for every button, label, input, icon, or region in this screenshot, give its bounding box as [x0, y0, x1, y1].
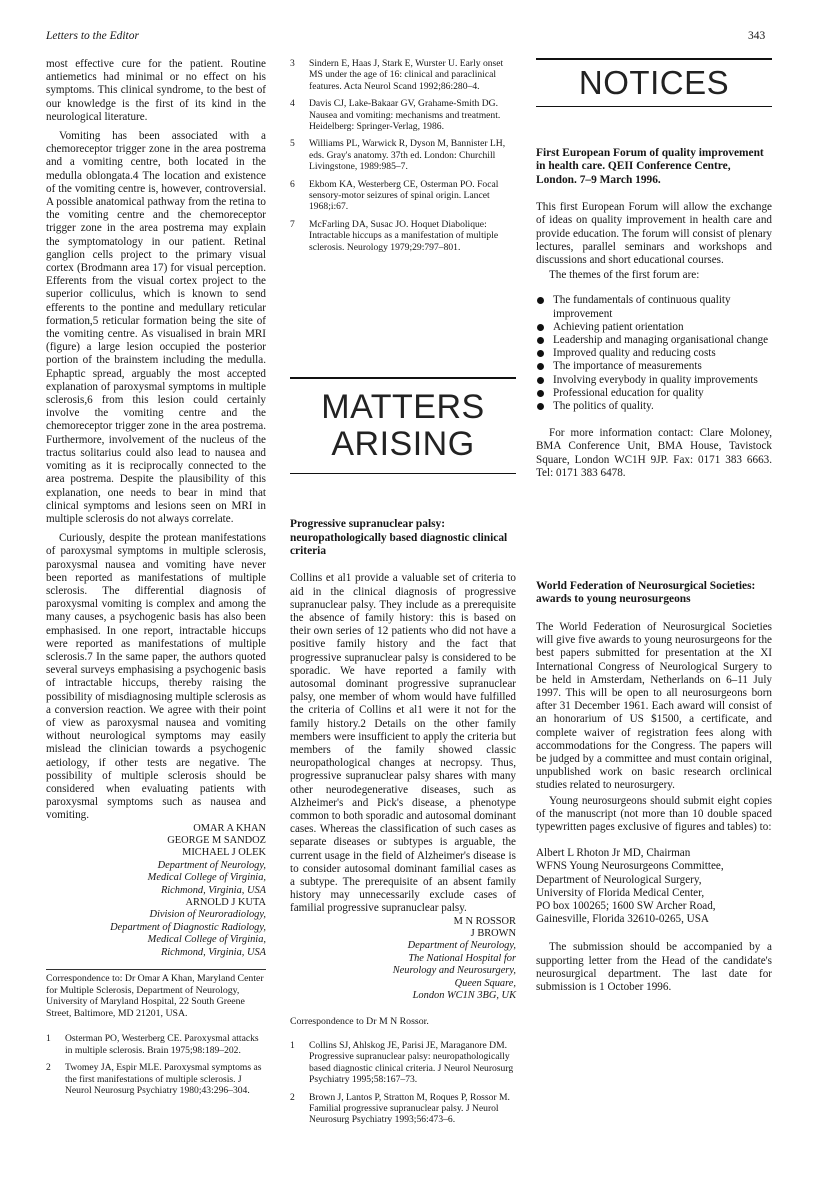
page-number: 343 [748, 30, 766, 42]
reference-number: 1 [290, 1040, 295, 1052]
reference-number: 3 [290, 58, 295, 69]
reference-item [290, 138, 516, 172]
list-item-text: Professional education for quality [553, 386, 704, 399]
reference-text: Osterman PO, Westerberg CE. Paroxysmal attacks in multiple sclerosis. Brain 1975;98:189–202. [65, 1033, 259, 1056]
list-item-text: Involving everybody in quality improvements [553, 373, 758, 386]
section-heading-line: MATTERS [321, 388, 485, 427]
address-line: University of Florida Medical Center, [536, 886, 705, 899]
address-line: Albert L Rhoton Jr MD, Chairman [536, 847, 691, 860]
reference-text: Collins SJ, Ahlskog JE, Parisi JE, Maraganore DM. Progressive supranuclear palsy: neuropathologically based diagnostic clinical criteria. J Neurol Neurosurg Psychiatry 1995;58:167–73. [309, 1040, 514, 1086]
bullet-icon [537, 337, 544, 344]
reference-list [46, 1033, 266, 1096]
author-affiliation: Neurology and Neurosurgery, [392, 965, 516, 977]
author-affiliation: Richmond, Virginia, USA [160, 884, 266, 896]
reference-number: 7 [290, 218, 295, 230]
reference-text: Brown J, Lantos P, Stratton M, Roques P, Rossor M. Familial progressive supranuclear palsy. J Neurol Neurosurg Psychiatry 1993;56:473–6. [309, 1091, 510, 1126]
author-affiliation: Department of Neurology, [407, 940, 516, 952]
reference-item [290, 98, 516, 132]
running-head: Letters to the Editor [46, 30, 139, 42]
paragraph: The submission should be accompanied by a supporting letter from the Head of the candidate's neurosurgical department. The last date for submission is 1 October 1996. [536, 941, 772, 993]
reference-item [46, 1033, 266, 1056]
reference-text: Ekbom KA, Westerberg CE, Osterman PO. Focal sensory-motor seizures of spinal origin. Lancet 1968;i:67. [309, 178, 499, 213]
author-affiliation: Division of Neuroradiology, [149, 909, 266, 921]
paragraph: Vomiting has been associated with a chemoreceptor trigger zone in the area postrema and a vomiting centre, both located in the medulla oblongata.4 The location and existence of the vomiting centre is, however, controversial. A possible anatomical pathway from the retina to the vomiting centre and the chemoreceptor trigger zone in the area postrema may explain the symptomatology in our patient. Retinal ganglion cells project to the primary visual cortex (Brodmann area 17) for visual perception. Efferents from the visual cortex project to the superior colliculus, which is known to send efferents to the pontine and medullary reticular formation,5 reticular formation being the site of the vomiting centre. As visualised in brain MRI (figure) a large lesion occupied the posterior portion of the brainstem including the medulla. Ephaptic spread, arguably the most accepted explanation of paroxysmal symptoms in multiple sclerosis,6 from this lesion could certainly involve the vomiting centre and the chemoreceptor trigger zone in the area postrema. Furthermore, involvement of the nucleus of the tractus solitarius could also lead to nausea and vomiting as it is reciprocally connected to the area postrema. Despite the plausibility of this explanation, one needs to bear in mind that clinical symptoms and lesions seen on MRI in multiple sclerosis do not always correlate. [46, 130, 266, 525]
bullet-icon [537, 403, 544, 410]
author-affiliation: Medical College of Virginia, [147, 872, 266, 884]
author-affiliation: Department of Neurology, [157, 859, 266, 871]
bullet-icon [537, 324, 544, 331]
list-item-text: The politics of quality. [553, 400, 654, 413]
paragraph: The World Federation of Neurosurgical Societies will give five awards to young neurosurgeons for the best papers submitted for presentation at the XI International Congress of Neurological Surgery to be held in Amsterdam, Netherlands on 6–11 July 1997. This will be open to all neurosurgeons born after 31 December 1961. Each award will consist of an honorarium of US $1500, a certificate, and complete waiver of registration fees along with accommodations for the Congress. The papers will be judged by a committee and must contain original, unpublished work on basic research orclinical studies related to neurosurgery. [536, 620, 772, 792]
list-item [536, 321, 772, 334]
paragraph: The themes of the first forum are: [549, 269, 700, 282]
column-2 [290, 58, 516, 1132]
paragraph: This first European Forum will allow the exchange of ideas on quality improvement in health care and provide education. The forum will consist of plenary lectures, parallel seminars and workshops and discussions and short educational courses. [536, 201, 772, 267]
reference-number: 1 [46, 1033, 51, 1045]
reference-text: Davis CJ, Lake-Bakaar GV, Grahame-Smith DG. Nausea and vomiting: mechanisms and treatment. Heidelberg: Springer-Verlag, 1986. [309, 98, 501, 133]
bullet-icon [537, 297, 544, 304]
reference-number: 2 [290, 1091, 295, 1103]
reference-number: 6 [290, 178, 295, 190]
reference-item [290, 219, 516, 253]
author-affiliation: The National Hospital for [408, 952, 516, 964]
contact-info: For more information contact: Clare Moloney, BMA Conference Unit, BMA House, Tavistock Square, London WC1H 9JP. Fax: 0171 383 6663. Tel: 0171 383 6478. [536, 427, 772, 479]
author-signature-block [46, 823, 266, 959]
divider [46, 969, 266, 970]
reference-item [290, 179, 516, 213]
column-3 [536, 58, 772, 994]
list-item [536, 334, 772, 347]
author-affiliation: London WC1N 3BG, UK [412, 990, 516, 1002]
reference-text: Williams PL, Warwick R, Dyson M, Bannister LH, eds. Gray's anatomy. 37th ed. London: Churchill Livingstone, 1989:985–7. [309, 138, 506, 173]
author-affiliation: Medical College of Virginia, [147, 934, 266, 946]
reference-number: 5 [290, 138, 295, 150]
list-item [536, 387, 772, 400]
list-item-text: Leadership and managing organisational change [553, 334, 769, 347]
author-affiliation: Queen Square, [454, 977, 516, 989]
bullet-icon [537, 363, 544, 370]
article-body: Collins et al1 provide a valuable set of criteria to aid in the clinical diagnosis of progressive supranuclear palsy. They include as a prerequisite the absence of family history: this is based on their own series of 12 patients who did not have a positive family history and the fact that progressive supranuclear palsy is considered to be sporadic. We have reported a family with autosomal dominant progressive supranuclear palsy, one member of whom would have fulfilled the criteria of Collins et al1 were it not for the family history.2 Details on the other family members were insufficient to apply the criteria but members of the family showed classic neuropathological changes at necropsy. Thus, progressive supranuclear palsy shares with many other neurodegenerative diseases, such as Alzheimer's and Pick's disease, a phenotype common to both sporadic and autosomal dominant cases. Whereas the classification of such cases as separate diseases or subtypes is arguable, the current usage in the field of Alzheimer's disease is to consider autosomal dominant familial cases as a subtype. The prerequisite of an absent family history may unnecessarily exclude cases of familial progressive supranuclear palsy. [290, 572, 516, 915]
notice-headline: World Federation of Neurosurgical Societies: awards to young neurosurgeons [536, 580, 756, 606]
list-item [536, 347, 772, 360]
list-item [536, 374, 772, 387]
address-line: WFNS Young Neurosurgeons Committee, [536, 860, 724, 873]
address-line: Department of Neurological Surgery, [536, 873, 702, 886]
author-affiliation: Richmond, Virginia, USA [160, 946, 266, 958]
reference-list [290, 1040, 516, 1126]
notice-headline: First European Forum of quality improvement in health care. QEII Conference Centre, London. 7–9 March 1996. [536, 147, 764, 186]
list-item [536, 400, 772, 413]
paragraph: Curiously, despite the protean manifestations of paroxysmal symptoms in multiple sclerosis, paroxysmal nausea and vomiting have never been reported as manifestations of multiple sclerosis. The differential diagnosis of paroxysmal vomiting is complex and among the many causes, a psychogenic basis has also been emphasised. In one report, intractable hiccups were reported as manifestations of multiple sclerosis.7 In the same paper, the authors quoted several surveys emphasising a psychogenic basis of intractable hiccups, thereby raising the possibility of misdiagnosing multiple sclerosis as a conversion reaction. We agree with their point of view as paroxysmal nausea and vomiting without neurological symptoms may easily mislead the clinician towards a psychogenic aetiology, if other tests are negative. The possibility of multiple sclerosis should be considered when evaluating patients with paroxysmal symptoms such as nausea and vomiting. [46, 532, 266, 822]
article-headline: Progressive supranuclear palsy: neuropathologically based diagnostic clinical criteria [290, 518, 508, 557]
reference-text: Twomey JA, Espir MLE. Paroxysmal symptoms as the first manifestations of multiple sclerosis. J Neurol Neurosurg Psychiatry 1980;43:296–304. [65, 1062, 262, 1097]
address-line: PO box 100265; 1600 SW Archer Road, [536, 899, 716, 912]
paragraph: most effective cure for the patient. Routine antiemetics had minimal or no effect on his symptoms. This clinical syndrome, to the best of our knowledge is the first of its kind in the neurological literature. [46, 58, 266, 123]
author-name: MICHAEL J OLEK [182, 847, 266, 859]
reference-item [290, 1040, 516, 1086]
author-name: GEORGE M SANDOZ [167, 834, 266, 846]
list-item [536, 294, 772, 320]
author-affiliation: Department of Diagnostic Radiology, [110, 921, 266, 933]
bullet-icon [537, 350, 544, 357]
address-line: Gainesville, Florida 32610-0265, USA [536, 913, 709, 926]
reference-text: McFarling DA, Susac JO. Hoquet Diabolique: Intractable hiccups as a manifestation of multiple sclerosis. Neurology 1979;29:797–801. [309, 218, 499, 253]
section-heading-notices: NOTICES [536, 58, 772, 107]
mailing-address [536, 847, 772, 926]
author-signature-block [290, 916, 516, 1003]
correspondence-note: Correspondence to: Dr Omar A Khan, Maryland Center for Multiple Sclerosis, Department of Neurology, University of Maryland Hospital, 22 South Greene Street, Baltimore, MD 21201, USA. [46, 973, 264, 1019]
bullet-icon [537, 377, 544, 384]
author-name: ARNOLD J KUTA [185, 897, 266, 909]
themes-list [536, 294, 772, 413]
reference-item [290, 58, 516, 92]
reference-number: 4 [290, 98, 295, 110]
list-item-text: Achieving patient orientation [553, 320, 684, 333]
reference-item [46, 1062, 266, 1096]
author-name: J BROWN [470, 928, 516, 939]
section-heading-matters-arising [290, 377, 516, 474]
author-name: OMAR A KHAN [193, 822, 266, 834]
reference-text: Sindern E, Haas J, Stark E, Wurster U. Early onset MS under the age of 16: clinical and paraclinical features. Acta Neurol Scand 1992;86:280–4. [309, 58, 504, 92]
paragraph: Young neurosurgeons should submit eight copies of the manuscript (not more than 10 double spaced typewritten pages exclusive of figures and tables) to: [536, 794, 772, 833]
list-item-text: The fundamentals of continuous quality improvement [553, 294, 731, 320]
bullet-icon [537, 390, 544, 397]
column-1 [46, 58, 266, 1102]
section-heading-line: ARISING [331, 425, 475, 464]
reference-number: 2 [46, 1062, 51, 1074]
reference-item [290, 1092, 516, 1126]
author-name: M N ROSSOR [453, 915, 516, 927]
reference-list [290, 58, 516, 253]
list-item-text: The importance of measurements [553, 360, 702, 373]
list-item-text: Improved quality and reducing costs [553, 347, 716, 360]
correspondence-note: Correspondence to Dr M N Rossor. [290, 1016, 429, 1028]
list-item [536, 360, 772, 373]
